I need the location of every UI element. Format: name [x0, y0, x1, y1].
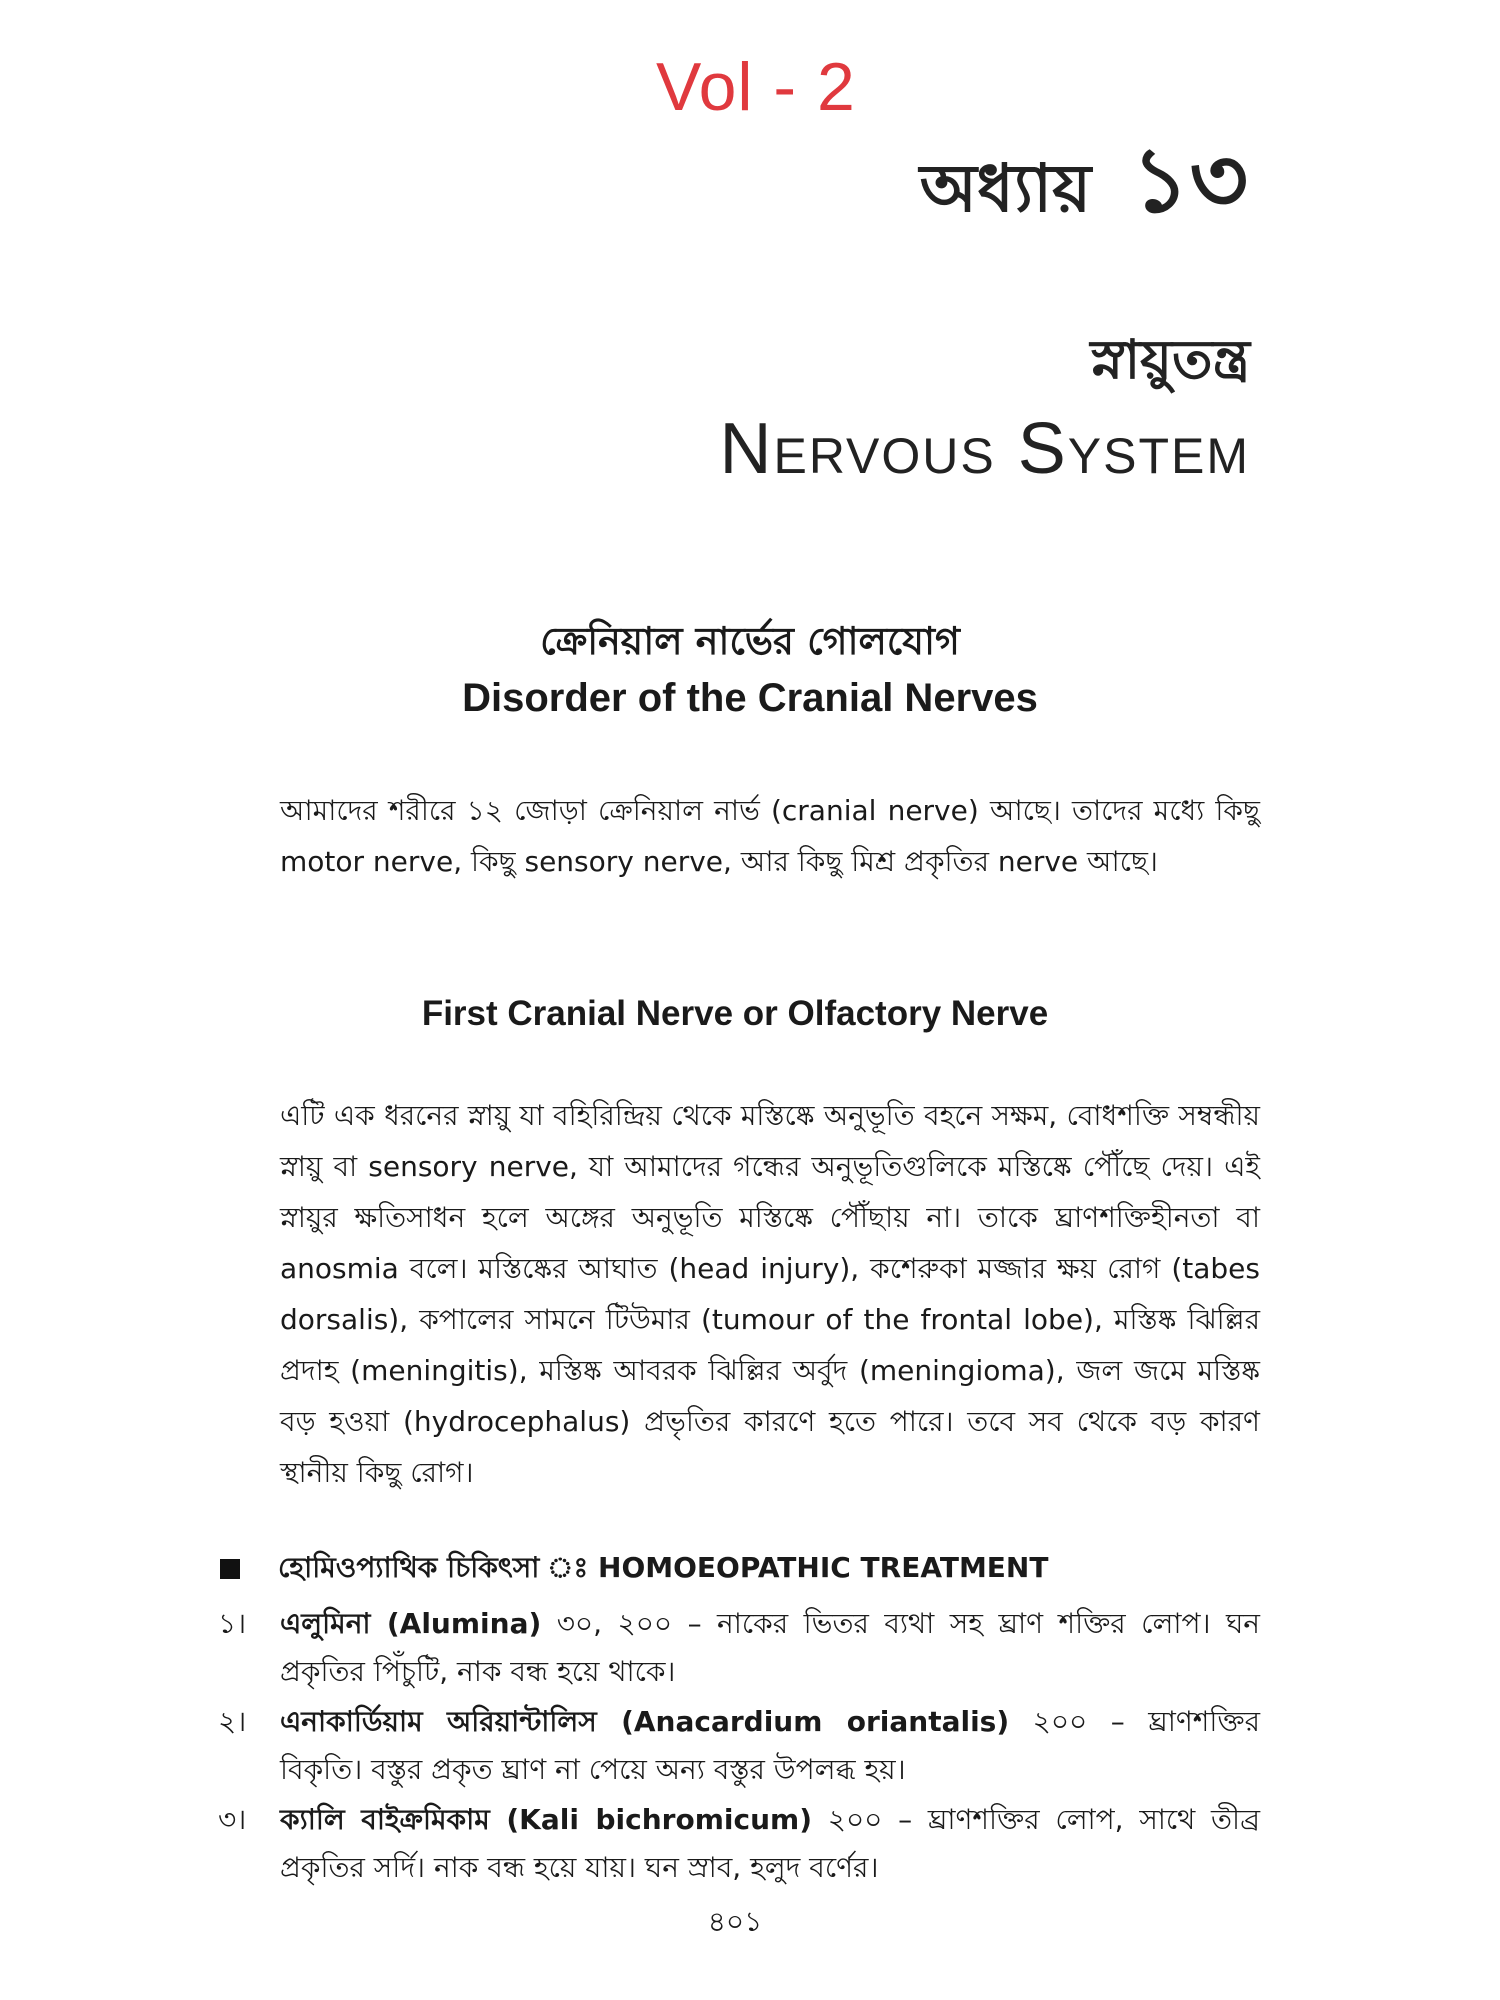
item-body	[280, 1600, 1260, 1696]
chapter-number: ১৩	[1131, 127, 1248, 233]
remedy-name: এলুমিনা (Alumina)	[280, 1607, 542, 1640]
item-body	[280, 1698, 1260, 1794]
page-number: ৪০১	[707, 1905, 763, 1938]
remedy-text: ২০০ – ঘ্রাণশক্তির লোপ, সাথে তীব্র প্রকৃতির সর্দি। নাক বন্ধ হয়ে যায়। ঘন স্রাব, হলুদ বর্ণের।	[280, 1803, 1260, 1884]
treatment-item	[218, 1600, 1260, 1696]
remedy-text: ৩০, ২০০ – নাকের ভিতর ব্যথা সহ ঘ্রাণ শক্তির লোপ। ঘন প্রকৃতির পিঁচুটি, নাক বন্ধ হয়ে থাকে।	[280, 1607, 1260, 1688]
chapter-heading	[920, 112, 1248, 262]
remedy-text: ২০০ – ঘ্রাণশক্তির বিকৃতি। বস্তুর প্রকৃত ঘ্রাণ না পেয়ে অন্য বস্তুর উপলব্ধ হয়।	[280, 1705, 1260, 1786]
remedy-name: এনাকার্ডিয়াম অরিয়ান্টালিস (Anacardium oriantalis)	[280, 1705, 1010, 1738]
chapter-title-en: Nervous System	[719, 409, 1250, 489]
intro-paragraph: আমাদের শরীরে ১২ জোড়া ক্রেনিয়াল নার্ভ (cranial nerve) আছে। তাদের মধ্যে কিছু motor nerve, কিছু sensory nerve, আর কিছু মিশ্র প্রকৃতির nerve আছে।	[280, 794, 1260, 878]
chapter-word: অধ্যায়	[919, 149, 1092, 227]
treatment-heading-text: হোমিওপ্যাথিক চিকিৎসা ঃ HOMOEOPATHIC TREATMENT	[278, 1551, 1049, 1584]
square-bullet-icon	[220, 1559, 240, 1579]
section-title-bn: ক্রেনিয়াল নার্ভের গোলযোগ	[540, 619, 960, 663]
section-title-en: Disorder of the Cranial Nerves	[462, 676, 1038, 720]
volume-label: Vol - 2	[656, 49, 856, 125]
chapter-title-bn: স্নায়ুতন্ত্র	[1090, 327, 1250, 391]
treatment-item	[218, 1796, 1260, 1892]
item-number: ১।	[218, 1607, 247, 1640]
item-number: ৩।	[218, 1803, 247, 1836]
item-body	[280, 1796, 1260, 1892]
subsection-title: First Cranial Nerve or Olfactory Nerve	[421, 994, 1049, 1033]
remedy-name: ক্যালি বাইক্রমিকাম (Kali bichromicum)	[280, 1803, 813, 1836]
item-number: ২।	[218, 1705, 247, 1738]
treatment-item	[218, 1698, 1260, 1794]
treatment-heading	[220, 1546, 1048, 1593]
olfactory-paragraph: এটি এক ধরনের স্নায়ু যা বহিরিন্দ্রিয় থেকে মস্তিষ্কে অনুভূতি বহনে সক্ষম, বোধশক্তি সম্বন্ধীয় স্নায়ু বা sensory nerve, যা আমাদের গন্ধের অনুভূতিগুলিকে মস্তিষ্কে পৌঁছে দেয়। এই স্নায়ুর ক্ষতিসাধন হলে অঙ্গের অনুভূতি মস্তিষ্কে পৌঁছায় না। তাকে ঘ্রাণশক্তিহীনতা বা anosmia বলে। মস্তিষ্কের আঘাত (head injury), কশেরুকা মজ্জার ক্ষয় রোগ (tabes dorsalis), কপালের সামনে টিউমার (tumour of the frontal lobe), মস্তিষ্ক ঝিল্লির প্রদাহ (meningitis), মস্তিষ্ক আবরক ঝিল্লির অর্বুদ (meningioma), জল জমে মস্তিষ্ক বড় হওয়া (hydrocephalus) প্রভৃতির কারণে হতে পারে। তবে সব থেকে বড় কারণ স্থানীয় কিছু রোগ।	[280, 1099, 1260, 1489]
